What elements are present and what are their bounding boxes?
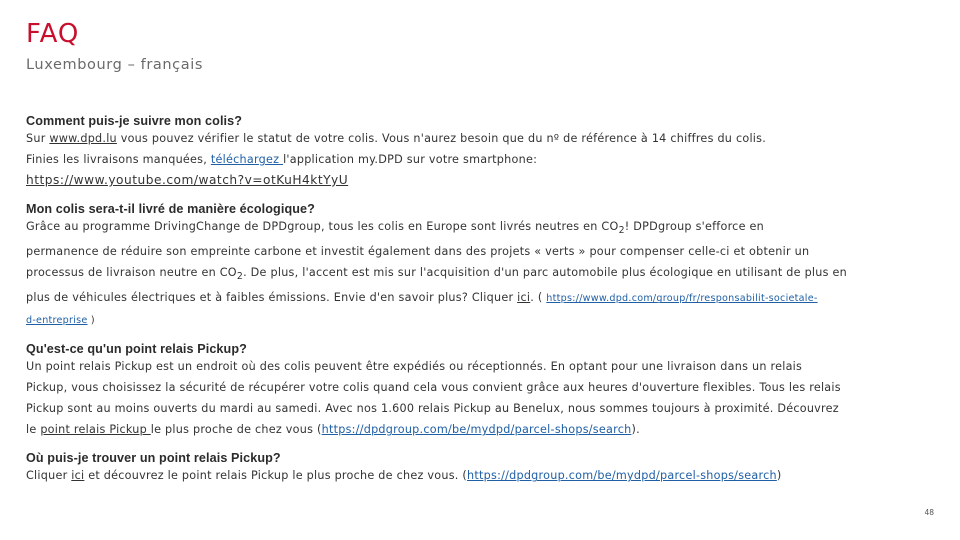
ici-link[interactable]: ici — [71, 469, 85, 483]
csr-url-link[interactable]: https://www.dpd.com/group/fr/responsabilit-societale- — [546, 293, 818, 305]
page-subtitle: Luxembourg – français — [26, 57, 204, 73]
faq-question-pickup-point: Qu'est-ce qu'un point relais Pickup? — [26, 342, 247, 357]
page-number: 48 — [924, 508, 934, 517]
faq-answer-line — [26, 170, 938, 191]
faq-answer-line: Cliquer ici et découvrez le point relais Pickup le plus proche de chez vous. (https://dpdgroup.com/be/mydpd/parcel-shops/search) — [26, 469, 782, 483]
faq-answer-line: plus de véhicules électriques et à faibles émissions. Envie d'en savoir plus? Cliquer ici. ( https://www.dpd.com/group/fr/responsabilit-societale- — [26, 291, 818, 305]
faq-answer-line: Grâce au programme DrivingChange de DPDgroup, tous les colis en Europe sont livrés neutres en $CO_2$! DPDgroup s'efforce en — [26, 220, 764, 237]
download-link[interactable]: téléchargez — [210, 153, 284, 166]
faq-answer-line: Un point relais Pickup est un endroit où des colis peuvent être expédiés ou réceptionnés. En optant pour une livraison dans un relais — [26, 360, 803, 374]
faq-answer-line: Pickup, vous choisissez la sécurité de récupérer votre colis quand cela vous convient grâce aux heures d'ouverture flexibles. Tous les relais — [26, 381, 841, 395]
pickup-point-link[interactable]: point relais Pickup — [40, 423, 151, 437]
ici-link[interactable]: ici — [517, 291, 531, 305]
faq-answer-line: permanence de réduire son empreinte carbone et investit également dans des projets « verts » pour compenser celle-ci et obtenir un — [26, 245, 810, 259]
faq-question-tracking: Comment puis-je suivre mon colis? — [26, 114, 243, 128]
csr-url-link-continued[interactable]: d-entreprise — [26, 315, 88, 327]
page-title: FAQ — [26, 19, 80, 49]
dpd-lu-link[interactable]: www.dpd.lu — [49, 132, 117, 145]
faq-question-find-pickup: Où puis-je trouver un point relais Pickup? — [26, 451, 281, 466]
faq-answer-line: le point relais Pickup le plus proche de chez vous (https://dpdgroup.com/be/mydpd/parcel-shops/search). — [26, 423, 640, 437]
faq-answer-line: Sur www.dpd.lu vous pouvez vérifier le statut de votre colis. Vous n'aurez besoin que du nº de référence à 14 chiffres du colis. — [26, 132, 767, 145]
faq-question-ecological: Mon colis sera-t-il livré de manière écologique? — [26, 202, 315, 216]
faq-content — [26, 113, 938, 486]
parcel-shops-url-link[interactable]: https://dpdgroup.com/be/mydpd/parcel-shops/search — [467, 469, 777, 483]
faq-answer-line: d-entreprise ) — [26, 315, 95, 327]
faq-answer-line: Finies les livraisons manquées, téléchargez l'application my.DPD sur votre smartphone: — [26, 153, 538, 166]
parcel-shops-url-link[interactable]: https://dpdgroup.com/be/mydpd/parcel-shops/search — [321, 423, 632, 437]
youtube-url-link[interactable]: https://www.youtube.com/watch?v=otKuH4ktYyU — [26, 173, 349, 187]
faq-answer-line: Pickup sont au moins ouverts du mardi au samedi. Avec nos 1.600 relais Pickup au Benelux, nous sommes toujours à proximité. Découvrez — [26, 402, 839, 416]
faq-answer-line: processus de livraison neutre en $CO_2$. De plus, l'accent est mis sur l'acquisition d'un parc automobile plus écologique en utilisant de plus en — [26, 266, 847, 283]
